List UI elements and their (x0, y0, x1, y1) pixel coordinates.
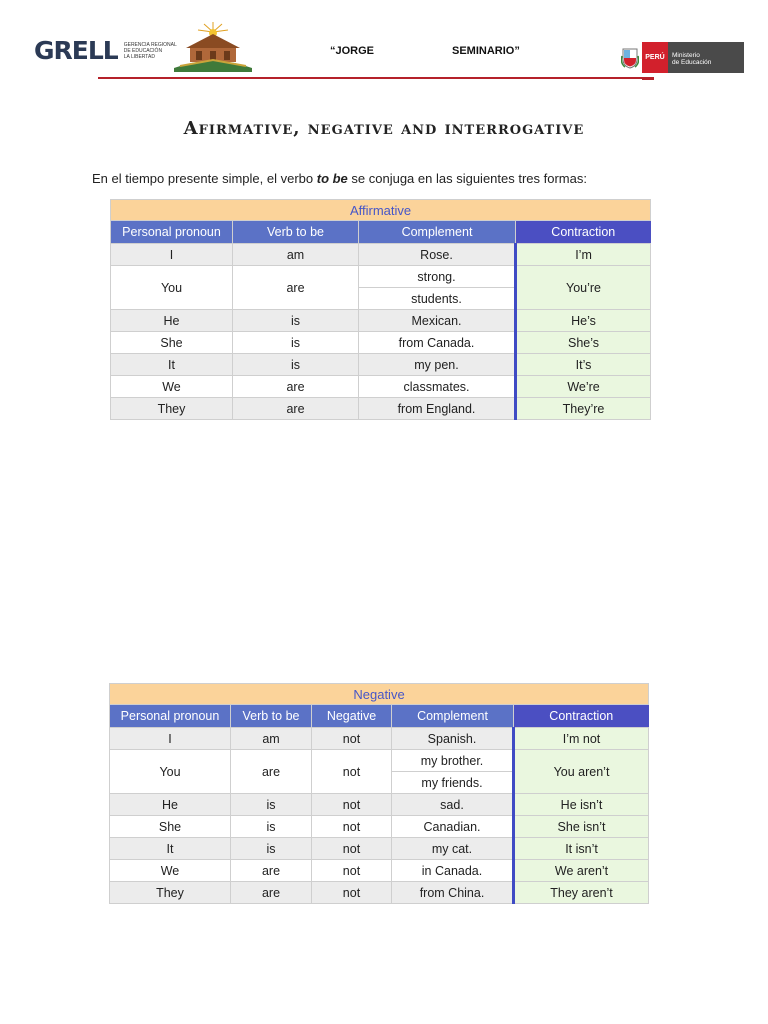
table-row (111, 332, 651, 354)
affirmative-table (110, 199, 651, 420)
header-rule-tick (642, 79, 654, 80)
negative-cell: not (312, 728, 392, 750)
pronoun-cell: It (110, 838, 231, 860)
negative-cell: not (312, 794, 392, 816)
complement-cell: in Canada. (392, 860, 514, 882)
table-band-row (110, 684, 649, 705)
negative-cell: not (312, 750, 392, 794)
ministry-name (668, 42, 744, 73)
complement-cell: sad. (392, 794, 514, 816)
page-title: Afirmative, negative and interrogative (183, 118, 585, 139)
intro-emphasis: to be (316, 171, 348, 186)
complement-cell: classmates. (359, 376, 516, 398)
table-row (110, 882, 649, 904)
intro-text-end: se conjuga en las siguientes tres formas: (347, 171, 587, 186)
table-header-row (110, 705, 649, 728)
pronoun-cell: They (111, 398, 233, 420)
contraction-cell: It’s (516, 354, 651, 376)
contraction-cell: They aren’t (514, 882, 649, 904)
pronoun-cell: We (111, 376, 233, 398)
pronoun-cell: It (111, 354, 233, 376)
table-header-row (111, 221, 651, 244)
column-header: Contraction (514, 705, 649, 728)
pronoun-cell: You (111, 266, 233, 310)
table-row (111, 266, 651, 288)
contraction-cell: She isn’t (514, 816, 649, 838)
column-header: Personal pronoun (110, 705, 231, 728)
complement-cell: from Canada. (359, 332, 516, 354)
ministry-logo (618, 42, 744, 73)
pronoun-cell: I (111, 244, 233, 266)
grell-subtitle-line: GERENCIA REGIONAL (123, 41, 177, 48)
complement-cell: my friends. (392, 772, 514, 794)
school-name-part1: “JORGE (330, 45, 375, 57)
contraction-cell: It isn’t (514, 838, 649, 860)
negative-cell: not (312, 838, 392, 860)
complement-cell: from China. (392, 882, 514, 904)
pronoun-cell: We (110, 860, 231, 882)
complement-cell: my pen. (359, 354, 516, 376)
negative-cell: not (312, 860, 392, 882)
grell-subtitle-line: DE EDUCACIÓN (123, 47, 163, 54)
ministry-name-line: Ministerio (672, 52, 700, 59)
table-row (111, 354, 651, 376)
column-header: Contraction (516, 221, 651, 244)
complement-cell: my cat. (392, 838, 514, 860)
contraction-cell: She’s (516, 332, 651, 354)
negative-cell: not (312, 882, 392, 904)
table-row (110, 860, 649, 882)
table-band-title: Negative (110, 684, 649, 705)
contraction-cell: I’m (516, 244, 651, 266)
verb-cell: are (233, 266, 359, 310)
verb-cell: is (231, 794, 312, 816)
table-row (110, 728, 649, 750)
column-header: Complement (359, 221, 516, 244)
verb-cell: are (233, 376, 359, 398)
ministry-country: PERÚ (642, 42, 668, 73)
complement-cell: strong. (359, 266, 516, 288)
grell-logo-text: GRELL (34, 36, 118, 65)
contraction-cell: I’m not (514, 728, 649, 750)
contraction-cell: You aren’t (514, 750, 649, 794)
pronoun-cell: You (110, 750, 231, 794)
verb-cell: are (231, 860, 312, 882)
grell-logo (34, 36, 184, 65)
contraction-cell: We aren’t (514, 860, 649, 882)
table-row (110, 750, 649, 772)
header-rule (98, 77, 654, 79)
verb-cell: am (231, 728, 312, 750)
peru-shield-icon (618, 42, 642, 73)
verb-cell: are (231, 750, 312, 794)
verb-cell: are (233, 398, 359, 420)
complement-cell: Mexican. (359, 310, 516, 332)
complement-cell: my brother. (392, 750, 514, 772)
complement-cell: from England. (359, 398, 516, 420)
verb-cell: is (233, 354, 359, 376)
pronoun-cell: She (111, 332, 233, 354)
school-emblem-icon (168, 22, 254, 74)
verb-cell: is (231, 816, 312, 838)
pronoun-cell: He (110, 794, 231, 816)
pronoun-cell: He (111, 310, 233, 332)
table-row (111, 398, 651, 420)
table-row (111, 310, 651, 332)
table-row (111, 376, 651, 398)
column-header: Complement (392, 705, 514, 728)
contraction-cell: They’re (516, 398, 651, 420)
complement-cell: Rose. (359, 244, 516, 266)
contraction-cell: You’re (516, 266, 651, 310)
grell-logo-wordmark (34, 36, 118, 65)
column-header: Negative (312, 705, 392, 728)
page-header (0, 0, 768, 90)
intro-text-start: En el tiempo presente simple, el verbo (92, 171, 317, 186)
table-row (110, 838, 649, 860)
grell-subtitle-line: LA LIBERTAD (123, 53, 155, 60)
verb-cell: is (233, 310, 359, 332)
pronoun-cell: I (110, 728, 231, 750)
table-band-row (111, 200, 651, 221)
column-header: Verb to be (231, 705, 312, 728)
negative-cell: not (312, 816, 392, 838)
pronoun-cell: They (110, 882, 231, 904)
verb-cell: are (231, 882, 312, 904)
verb-cell: am (233, 244, 359, 266)
contraction-cell: He isn’t (514, 794, 649, 816)
table-row (111, 244, 651, 266)
complement-cell: Canadian. (392, 816, 514, 838)
intro-text (92, 171, 587, 186)
verb-cell: is (233, 332, 359, 354)
column-header: Personal pronoun (111, 221, 233, 244)
complement-cell: Spanish. (392, 728, 514, 750)
table-band-title: Affirmative (111, 200, 651, 221)
pronoun-cell: She (110, 816, 231, 838)
school-name-part2: SEMINARIO” (452, 45, 520, 57)
ministry-name-line: de Educación (672, 59, 712, 66)
complement-cell: students. (359, 288, 516, 310)
verb-cell: is (231, 838, 312, 860)
table-row (110, 816, 649, 838)
contraction-cell: He’s (516, 310, 651, 332)
table-row (110, 794, 649, 816)
column-header: Verb to be (233, 221, 359, 244)
contraction-cell: We’re (516, 376, 651, 398)
negative-table (109, 683, 649, 904)
